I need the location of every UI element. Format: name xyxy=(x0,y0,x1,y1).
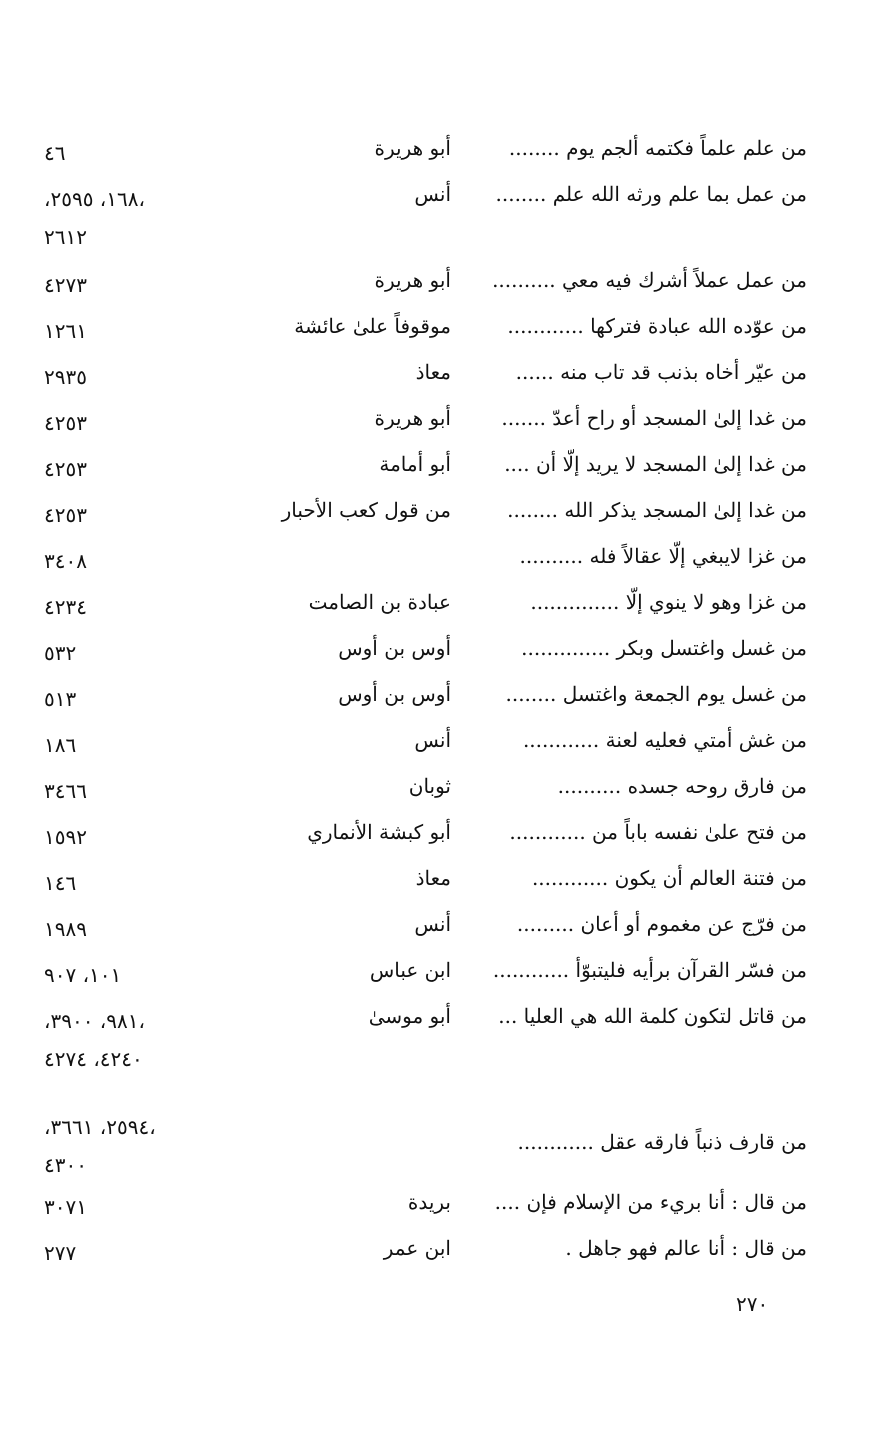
hadith-incipit: من عمل عملاً أشرك فيه معي .......... xyxy=(492,268,807,292)
narrator: موقوفاً علىٰ عائشة xyxy=(294,314,451,338)
hadith-numbers: ٥١٣ xyxy=(44,687,77,711)
hadith-numbers: ٤٢٥٣ xyxy=(44,457,87,481)
index-entry xyxy=(0,174,891,260)
hadith-numbers: ،١٦٨، ٢٥٩٥، ٢٦١٢ xyxy=(44,187,145,249)
hadith-numbers: ١٢٦١ xyxy=(44,319,87,343)
hadith-numbers: ٤٢٥٣ xyxy=(44,411,87,435)
hadith-incipit: من غش أمتي فعليه لعنة ............ xyxy=(522,728,807,752)
narrator: أبو هريرة xyxy=(374,406,451,430)
hadith-numbers: ٤٦ xyxy=(44,141,66,165)
narrator: أبو أمامة xyxy=(379,452,451,476)
index-entry xyxy=(0,582,891,628)
page-number: ٢٧٠ xyxy=(736,1292,769,1316)
narrator: أبو هريرة xyxy=(374,268,451,292)
hadith-numbers: ٥٣٢ xyxy=(44,641,77,665)
narrator: أنس xyxy=(414,182,451,206)
hadith-numbers: ٣٠٧١ xyxy=(44,1195,87,1219)
hadith-incipit: من عوّده الله عبادة فتركها ............ xyxy=(507,314,807,338)
hadith-incipit: من قال : أنا بريء من الإسلام فإن .... xyxy=(494,1190,807,1214)
hadith-numbers: ١٩٨٩ xyxy=(44,917,87,941)
hadith-numbers: ٤٢٧٣ xyxy=(44,273,87,297)
hadith-numbers: ،٢٥٩٤، ٣٦٦١، ٤٣٠٠ xyxy=(44,1115,156,1177)
hadith-incipit: من غدا إلىٰ المسجد لا يريد إلّا أن .... xyxy=(504,452,807,476)
index-entry xyxy=(0,260,891,306)
hadith-numbers: ١٤٦ xyxy=(44,871,77,895)
narrator: أبو هريرة xyxy=(374,136,451,160)
hadith-incipit: من غسل يوم الجمعة واغتسل ........ xyxy=(505,682,807,706)
hadith-incipit: من غزا وهو لا ينوي إلّا .............. xyxy=(530,590,807,614)
narrator: أوس بن أوس xyxy=(338,682,451,706)
hadith-incipit: من غسل واغتسل وبكر .............. xyxy=(521,636,807,660)
narrator: من قول كعب الأحبار xyxy=(281,498,451,522)
index-entry xyxy=(0,766,891,812)
hadith-incipit: من غزا لايبغي إلّا عقالاً فله .......... xyxy=(519,544,807,568)
index-entry xyxy=(0,1082,891,1182)
index-entry xyxy=(0,812,891,858)
hadith-incipit: من قال : أنا عالم فهو جاهل . xyxy=(565,1236,807,1260)
hadith-numbers: ١٠١، ٩٠٧ xyxy=(44,963,122,987)
index-entry xyxy=(0,628,891,674)
hadith-incipit: من قاتل لتكون كلمة الله هي العليا ... xyxy=(498,1004,807,1028)
hadith-incipit: من غدا إلىٰ المسجد أو راح أعدّ ....... xyxy=(501,406,807,430)
hadith-incipit: من قارف ذنباً فارقه عقل ............ xyxy=(517,1130,807,1154)
index-entry xyxy=(0,950,891,996)
narrator: أنس xyxy=(414,728,451,752)
index-entry xyxy=(0,720,891,766)
narrator: ابن عباس xyxy=(369,958,451,982)
hadith-numbers: ٢٧٧ xyxy=(44,1241,77,1265)
index-entry xyxy=(0,536,891,582)
index-entry xyxy=(0,1182,891,1228)
narrator: أبو كبشة الأنماري xyxy=(307,820,451,844)
hadith-numbers: ٢٩٣٥ xyxy=(44,365,87,389)
narrator: أنس xyxy=(414,912,451,936)
hadith-incipit: من فرّج عن مغموم أو أعان ......... xyxy=(516,912,807,936)
hadith-numbers: ١٥٩٢ xyxy=(44,825,87,849)
hadith-incipit: من فسّر القرآن برأيه فليتبوّأ ............ xyxy=(492,958,807,982)
hadith-numbers: ٣٤٦٦ xyxy=(44,779,87,803)
narrator: ابن عمر xyxy=(383,1236,451,1260)
hadith-numbers: ٣٤٠٨ xyxy=(44,549,87,573)
hadith-numbers: ٤٢٥٣ xyxy=(44,503,87,527)
hadith-incipit: من فتح علىٰ نفسه باباً من ............ xyxy=(509,820,807,844)
narrator: معاذ xyxy=(415,360,451,384)
narrator: أوس بن أوس xyxy=(338,636,451,660)
narrator: ثوبان xyxy=(408,774,451,798)
index-entry xyxy=(0,1228,891,1274)
narrator: عبادة بن الصامت xyxy=(308,590,451,614)
hadith-incipit: من فتنة العالم أن يكون ............ xyxy=(531,866,807,890)
index-entry xyxy=(0,352,891,398)
index-entry xyxy=(0,444,891,490)
hadith-numbers: ،٩٨١، ٣٩٠٠، ٤٢٤٠، ٤٢٧٤ xyxy=(44,1009,145,1071)
hadith-incipit: من عمل بما علم ورثه الله علم ........ xyxy=(495,182,807,206)
hadith-numbers: ٤٢٣٤ xyxy=(44,595,87,619)
hadith-incipit: من عيّر أخاه بذنب قد تاب منه ...... xyxy=(515,360,807,384)
narrator: أبو موسىٰ xyxy=(368,1004,451,1028)
index-entry xyxy=(0,306,891,352)
index-entry xyxy=(0,904,891,950)
hadith-index-list xyxy=(0,128,891,1274)
hadith-incipit: من فارق روحه جسده .......... xyxy=(557,774,807,798)
hadith-incipit: من غدا إلىٰ المسجد يذكر الله ........ xyxy=(507,498,807,522)
index-entry xyxy=(0,674,891,720)
index-entry xyxy=(0,858,891,904)
hadith-incipit: من علم علماً فكتمه ألجم يوم ........ xyxy=(508,136,807,160)
index-entry xyxy=(0,490,891,536)
narrator: بريدة xyxy=(407,1190,451,1214)
index-entry xyxy=(0,996,891,1082)
narrator: معاذ xyxy=(415,866,451,890)
index-entry xyxy=(0,398,891,444)
hadith-numbers: ١٨٦ xyxy=(44,733,77,757)
index-entry xyxy=(0,128,891,174)
